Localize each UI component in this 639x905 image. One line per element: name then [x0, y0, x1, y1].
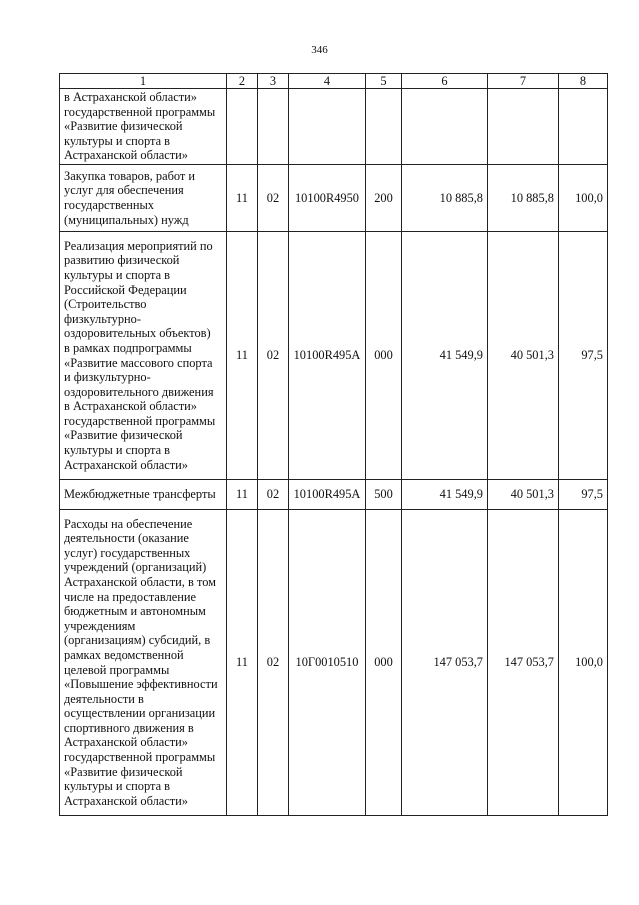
page-number: 346 [311, 44, 328, 56]
row-planned: 41 549,9 [402, 480, 488, 510]
row-percent: 97,5 [559, 480, 608, 510]
row-percent: 100,0 [559, 165, 608, 232]
row-executed [488, 89, 559, 165]
row-percent [559, 89, 608, 165]
row-percent: 100,0 [559, 510, 608, 816]
row-subsection: 02 [258, 165, 289, 232]
row-description: Межбюджетные трансферты [60, 480, 227, 510]
row-planned: 41 549,9 [402, 232, 488, 480]
row-target-code: 10100R495A [289, 232, 366, 480]
row-target-code: 10100R4950 [289, 165, 366, 232]
header-cell: 6 [402, 74, 488, 89]
row-description: в Астраханской области» государственной программы «Развитие физической культуры и спорта в Астраханской области» [60, 89, 227, 165]
header-cell: 5 [366, 74, 402, 89]
row-section: 11 [227, 232, 258, 480]
row-percent: 97,5 [559, 232, 608, 480]
header-cell: 2 [227, 74, 258, 89]
row-subsection: 02 [258, 480, 289, 510]
row-planned: 10 885,8 [402, 165, 488, 232]
budget-table [59, 73, 608, 816]
row-subsection: 02 [258, 232, 289, 480]
row-subsection [258, 89, 289, 165]
table-row [60, 89, 608, 165]
table-row [60, 232, 608, 480]
row-subsection: 02 [258, 510, 289, 816]
header-cell: 8 [559, 74, 608, 89]
row-section: 11 [227, 510, 258, 816]
row-executed: 147 053,7 [488, 510, 559, 816]
row-expense-type: 000 [366, 510, 402, 816]
row-planned [402, 89, 488, 165]
row-executed: 40 501,3 [488, 232, 559, 480]
row-executed: 40 501,3 [488, 480, 559, 510]
table-row [60, 165, 608, 232]
row-description: Закупка товаров, работ и услуг для обеспечения государственных (муниципальных) нужд [60, 165, 227, 232]
row-section: 11 [227, 165, 258, 232]
row-section [227, 89, 258, 165]
header-cell: 3 [258, 74, 289, 89]
row-expense-type: 200 [366, 165, 402, 232]
table-row [60, 510, 608, 816]
header-cell: 1 [60, 74, 227, 89]
header-row [60, 74, 608, 89]
row-executed: 10 885,8 [488, 165, 559, 232]
row-planned: 147 053,7 [402, 510, 488, 816]
row-expense-type: 000 [366, 232, 402, 480]
header-cell: 4 [289, 74, 366, 89]
row-description: Реализация мероприятий по развитию физической культуры и спорта в Российской Федерации (Строительство физкультурно- оздоровительных объектов) в рамках подпрограммы «Развитие массового спорта и физкультурно- оздоровительного движения в Астраханской области» государственной программы «Развитие физической культуры и спорта в Астраханской области» [60, 232, 227, 480]
row-target-code: 10100R495A [289, 480, 366, 510]
row-description: Расходы на обеспечение деятельности (оказание услуг) государственных учреждений (организаций) Астраханской области, в том числе на предоставление бюджетным и автономным учреждениям (организациям) субсидий, в рамках ведомственной целевой программы «Повышение эффективности деятельности в осуществлении организации спортивного движения в Астраханской области» государственной программы «Развитие физической культуры и спорта в Астраханской области» [60, 510, 227, 816]
row-section: 11 [227, 480, 258, 510]
row-expense-type [366, 89, 402, 165]
table-row [60, 480, 608, 510]
header-cell: 7 [488, 74, 559, 89]
row-target-code: 10Г0010510 [289, 510, 366, 816]
row-target-code [289, 89, 366, 165]
row-expense-type: 500 [366, 480, 402, 510]
